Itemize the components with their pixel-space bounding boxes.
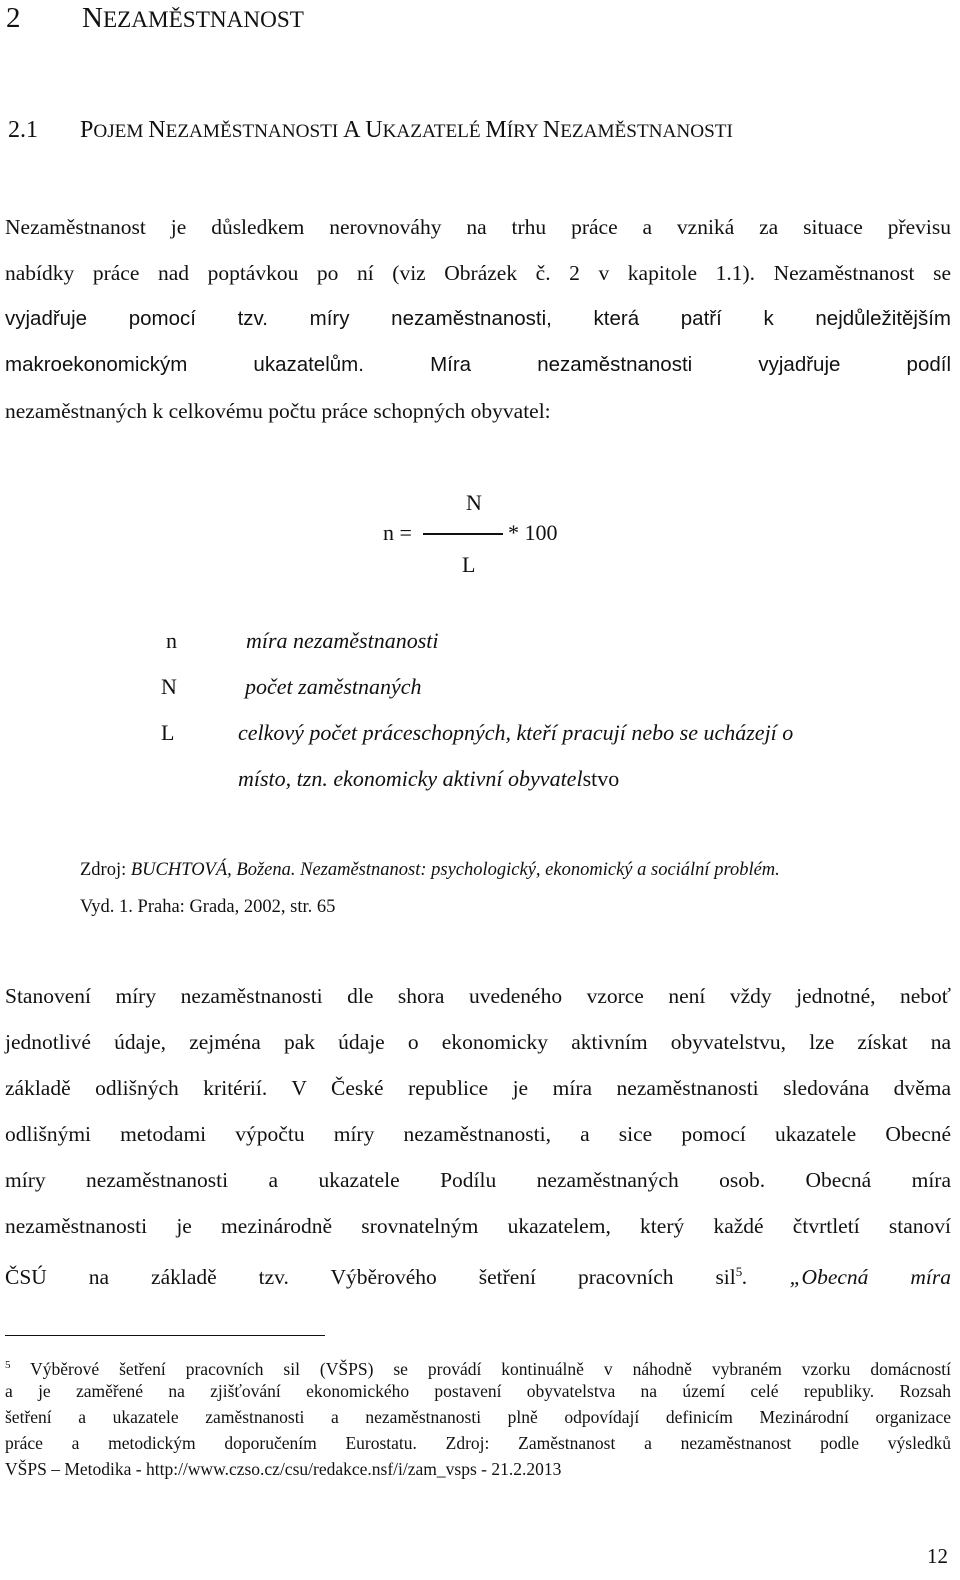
legend-symbol: L [161, 720, 175, 745]
footnote-line: šetření a ukazatele zaměstnanosti a nezaměstnanosti plně odpovídají definicím Mezinárodní organizace [5, 1407, 951, 1427]
footnote-marker: 5 [5, 1359, 11, 1371]
footnote-line: práce a metodickým doporučením Eurostatu. Zdroj: Zaměstnanost a nezaměstnanost podle výsledků [5, 1433, 951, 1453]
footnote-line: $^5$ Výběrové šetření pracovních sil (VŠPS) se provádí kontinuálně v náhodně vybraném vzorku domácností [5, 1358, 952, 1379]
footnote-line: VŠPS – Metodika - http://www.czso.cz/csu/redakce.nsf/i/zam_vsps - 21.2.2013 [5, 1459, 562, 1479]
body-line: odlišnými metodami výpočtu míry nezaměstnanosti, a sice pomocí ukazatele Obecné [5, 1122, 951, 1146]
legend-definition: míra nezaměstnanosti [246, 628, 439, 653]
chapter-heading: 2 NEZAMĚSTNANOST [6, 2, 304, 34]
body-line: míry nezaměstnanosti a ukazatele Podílu nezaměstnaných osob. Obecná míra [5, 1168, 951, 1192]
body-line: Stanovení míry nezaměstnanosti dle shora uvedeného vzorce není vždy jednotné, neboť [5, 984, 951, 1008]
formula-lhs: n = [383, 520, 412, 545]
body-line: nezaměstnanosti je mezinárodně srovnatelným ukazatelem, který každé čtvrtletí stanoví [5, 1214, 951, 1238]
footnote-line: a je zaměřené na zjišťování ekonomického postavení obyvatelstva na území celé republiky. Rozsah [5, 1381, 951, 1401]
section-number: 2.1 [8, 117, 38, 143]
intro-paragraph [5, 204, 951, 434]
legend-definition-continued: místo, tzn. ekonomicky aktivní obyvatelstvo [238, 766, 620, 791]
intro-line: makroekonomickým ukazatelům. Míra nezaměstnanosti vyjadřuje podíl [5, 353, 951, 376]
legend-symbol: N [161, 674, 177, 699]
intro-line: vyjadřuje pomocí tzv. míry nezaměstnanosti, která patří k nejdůležitějším [5, 307, 951, 330]
legend-definition: celkový počet práceschopných, kteří pracují nebo se ucházejí o [238, 720, 794, 745]
source-citation: Zdroj: BUCHTOVÁ, Božena. Nezaměstnanost: psychologický, ekonomický a sociální problém. [80, 860, 780, 880]
source-citation-line2: Vyd. 1. Praha: Grada, 2002, str. 65 [80, 897, 336, 917]
legend-definition: počet zaměstnaných [245, 674, 422, 699]
footnote-separator [5, 1335, 325, 1336]
formula-denominator: L [462, 552, 476, 577]
body-line: základě odlišných kritérií. V České republice je míra nezaměstnanosti sledována dvěma [5, 1076, 951, 1100]
body-paragraph [5, 973, 951, 1295]
formula-numerator: N [466, 490, 482, 515]
intro-line: nezaměstnaných k celkovému počtu práce schopných obyvatel: [5, 399, 551, 423]
footnote-reference[interactable]: 5 [735, 1264, 743, 1279]
intro-line: nabídky práce nad poptávkou po ní (viz Obrázek č. 2 v kapitole 1.1). Nezaměstnanost se [5, 261, 951, 285]
fraction-bar [423, 533, 503, 535]
body-line: jednotlivé údaje, zejména pak údaje o ekonomicky aktivním obyvatelstvu, lze získat na [5, 1030, 951, 1054]
chapter-number: 2 [6, 2, 21, 34]
page-number: 12 [927, 1544, 948, 1568]
body-line: ČSÚ na základě tzv. Výběrového šetření pracovních sil$^5$. „Obecná míra [5, 1264, 952, 1290]
section-heading: 2.1 POJEM NEZAMĚSTNANOSTI A UKAZATELÉ MÍRY NEZAMĚSTNANOSTI [8, 117, 733, 143]
intro-line: Nezaměstnanost je důsledkem nerovnováhy na trhu práce a vzniká za situace převisu [5, 215, 951, 239]
formula-multiplier: * 100 [508, 520, 558, 545]
legend-symbol: n [166, 628, 177, 653]
